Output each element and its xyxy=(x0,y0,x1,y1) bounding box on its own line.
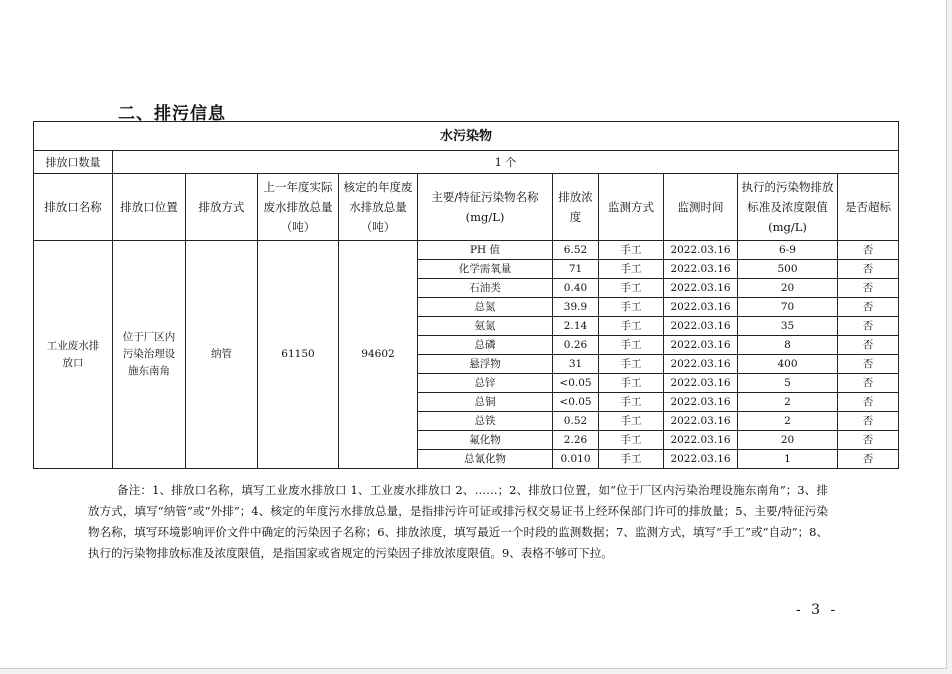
header-outlet-location: 排放口位置 xyxy=(113,174,186,241)
exceeded-cell: 否 xyxy=(838,355,899,374)
discharge-method-cell: 纳管 xyxy=(186,241,258,469)
header-last-year-total: 上一年度实际废水排放总量（吨） xyxy=(258,174,339,241)
table-section-title: 水污染物 xyxy=(34,122,899,151)
standard-limit-cell: 5 xyxy=(738,374,838,393)
concentration-cell: 0.26 xyxy=(553,336,599,355)
header-pollutant: 主要/特征污染物名称(mg/L) xyxy=(418,174,553,241)
pollutant-name-cell: 总氰化物 xyxy=(418,450,553,469)
monitor-method-cell: 手工 xyxy=(599,355,664,374)
monitor-method-cell: 手工 xyxy=(599,431,664,450)
header-discharge-method: 排放方式 xyxy=(186,174,258,241)
standard-limit-cell: 500 xyxy=(738,260,838,279)
outlet-location-cell: 位于厂区内污染治理设施东南角 xyxy=(113,241,186,469)
standard-limit-cell: 6-9 xyxy=(738,241,838,260)
exceeded-cell: 否 xyxy=(838,393,899,412)
exceeded-cell: 否 xyxy=(838,298,899,317)
exceeded-cell: 否 xyxy=(838,241,899,260)
monitor-time-cell: 2022.03.16 xyxy=(664,431,738,450)
monitor-time-cell: 2022.03.16 xyxy=(664,336,738,355)
concentration-cell: 0.40 xyxy=(553,279,599,298)
monitor-time-cell: 2022.03.16 xyxy=(664,241,738,260)
monitor-method-cell: 手工 xyxy=(599,260,664,279)
pollutant-name-cell: 化学需氧量 xyxy=(418,260,553,279)
monitor-method-cell: 手工 xyxy=(599,412,664,431)
exceeded-cell: 否 xyxy=(838,374,899,393)
monitor-time-cell: 2022.03.16 xyxy=(664,317,738,336)
standard-limit-cell: 2 xyxy=(738,393,838,412)
monitor-time-cell: 2022.03.16 xyxy=(664,393,738,412)
monitor-method-cell: 手工 xyxy=(599,241,664,260)
standard-limit-cell: 400 xyxy=(738,355,838,374)
monitor-time-cell: 2022.03.16 xyxy=(664,412,738,431)
monitor-method-cell: 手工 xyxy=(599,279,664,298)
monitor-time-cell: 2022.03.16 xyxy=(664,355,738,374)
outlet-name-cell: 工业废水排放口 xyxy=(34,241,113,469)
pollutant-name-cell: 总磷 xyxy=(418,336,553,355)
standard-limit-cell: 1 xyxy=(738,450,838,469)
exceeded-cell: 否 xyxy=(838,336,899,355)
pollutant-name-cell: 总锌 xyxy=(418,374,553,393)
monitor-method-cell: 手工 xyxy=(599,393,664,412)
header-outlet-name: 排放口名称 xyxy=(34,174,113,241)
monitor-method-cell: 手工 xyxy=(599,450,664,469)
concentration-cell: 2.26 xyxy=(553,431,599,450)
concentration-cell: 0.010 xyxy=(553,450,599,469)
monitor-method-cell: 手工 xyxy=(599,336,664,355)
monitor-time-cell: 2022.03.16 xyxy=(664,298,738,317)
pollutant-name-cell: 悬浮物 xyxy=(418,355,553,374)
standard-limit-cell: 20 xyxy=(738,431,838,450)
header-approved-total: 核定的年度废水排放总量（吨） xyxy=(339,174,418,241)
header-standard: 执行的污染物排放标准及浓度限值(mg/L) xyxy=(738,174,838,241)
header-exceeded: 是否超标 xyxy=(838,174,899,241)
concentration-cell: 39.9 xyxy=(553,298,599,317)
monitor-method-cell: 手工 xyxy=(599,298,664,317)
exceeded-cell: 否 xyxy=(838,450,899,469)
concentration-cell: 31 xyxy=(553,355,599,374)
approved-total-cell: 94602 xyxy=(339,241,418,469)
pollutant-name-cell: 总氮 xyxy=(418,298,553,317)
pollutant-name-cell: 石油类 xyxy=(418,279,553,298)
exceeded-cell: 否 xyxy=(838,260,899,279)
monitor-time-cell: 2022.03.16 xyxy=(664,450,738,469)
exceeded-cell: 否 xyxy=(838,431,899,450)
exceeded-cell: 否 xyxy=(838,279,899,298)
pollutant-name-cell: 总铜 xyxy=(418,393,553,412)
concentration-cell: 6.52 xyxy=(553,241,599,260)
page-number: - 3 - xyxy=(796,602,839,618)
outlet-count-value: 1 个 xyxy=(113,151,899,174)
standard-limit-cell: 70 xyxy=(738,298,838,317)
monitor-time-cell: 2022.03.16 xyxy=(664,260,738,279)
standard-limit-cell: 8 xyxy=(738,336,838,355)
section-heading: 二、排污信息 xyxy=(118,104,226,124)
monitor-method-cell: 手工 xyxy=(599,374,664,393)
concentration-cell: 71 xyxy=(553,260,599,279)
table-row xyxy=(34,241,899,260)
concentration-cell: <0.05 xyxy=(553,393,599,412)
standard-limit-cell: 2 xyxy=(738,412,838,431)
header-concentration: 排放浓度 xyxy=(553,174,599,241)
monitor-method-cell: 手工 xyxy=(599,317,664,336)
standard-limit-cell: 20 xyxy=(738,279,838,298)
concentration-cell: <0.05 xyxy=(553,374,599,393)
header-monitor-method: 监测方式 xyxy=(599,174,664,241)
monitor-time-cell: 2022.03.16 xyxy=(664,279,738,298)
concentration-cell: 0.52 xyxy=(553,412,599,431)
pollutant-name-cell: 氟化物 xyxy=(418,431,553,450)
exceeded-cell: 否 xyxy=(838,412,899,431)
pollutant-name-cell: PH 值 xyxy=(418,241,553,260)
header-monitor-time: 监测时间 xyxy=(664,174,738,241)
water-pollutant-table xyxy=(33,121,899,469)
exceeded-cell: 否 xyxy=(838,317,899,336)
concentration-cell: 2.14 xyxy=(553,317,599,336)
table-footnote: 备注：1、排放口名称，填写工业废水排放口 1、工业废水排放口 2、……；2、排放口位置，如“位于厂区内污染治理设施东南角”；3、排放方式，填写“纳管”或“外排”；4、核定的年度污水排放总量，是指排污许可证或排污权交易证书上经环保部门许可的排放量；5、主要/特征污染物名称，填写环境影响评价文件中确定的污染因子名称；6、排放浓度，填写最近一个时段的监测数据；7、监测方式，填写“手工”或“自动”；8、执行的污染物排放标准及浓度限值，是指国家或省规定的污染因子排放浓度限值。9、表格不够可下拉。 xyxy=(88,483,828,560)
outlet-count-label: 排放口数量 xyxy=(34,151,113,174)
standard-limit-cell: 35 xyxy=(738,317,838,336)
pollutant-name-cell: 总铁 xyxy=(418,412,553,431)
last-year-total-cell: 61150 xyxy=(258,241,339,469)
pollutant-name-cell: 氨氮 xyxy=(418,317,553,336)
monitor-time-cell: 2022.03.16 xyxy=(664,374,738,393)
